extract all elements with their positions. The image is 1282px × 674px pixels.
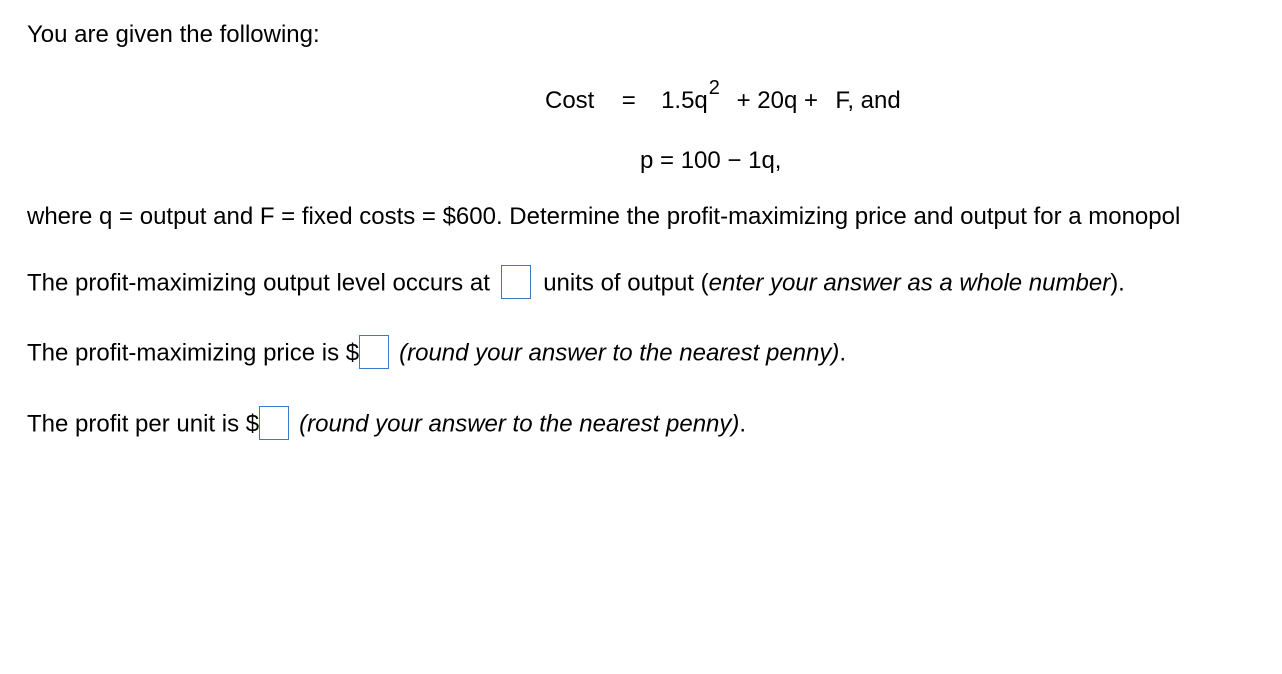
output-question-after: units of output ( bbox=[543, 269, 709, 297]
price-question-before: The profit-maximizing price is $ bbox=[27, 339, 360, 367]
output-question-before: The profit-maximizing output level occurs at bbox=[27, 269, 490, 297]
output-question-end: ). bbox=[1110, 269, 1125, 297]
price-question-end: . bbox=[839, 339, 847, 367]
profit-question-before: The profit per unit is $ bbox=[27, 410, 260, 438]
output-instruction: enter your answer as a whole number bbox=[708, 269, 1111, 297]
profit-question-end: . bbox=[739, 410, 747, 438]
output-question bbox=[27, 267, 1125, 301]
question-intro: You are given the following: bbox=[27, 21, 320, 48]
price-instruction: (round your answer to the nearest penny) bbox=[399, 339, 840, 367]
price-question bbox=[27, 337, 846, 371]
price-answer-input[interactable] bbox=[359, 335, 389, 369]
cost-equals: = bbox=[621, 87, 636, 114]
cost-equation bbox=[545, 77, 901, 117]
profit-question bbox=[27, 408, 746, 442]
cost-term-fixed: F, and bbox=[835, 87, 901, 114]
price-equation: p = 100 − 1q, bbox=[640, 147, 782, 174]
output-answer-input[interactable] bbox=[501, 265, 531, 299]
profit-answer-input[interactable] bbox=[259, 406, 289, 440]
profit-instruction: (round your answer to the nearest penny) bbox=[299, 410, 740, 438]
cost-exponent: 2 bbox=[708, 77, 720, 99]
cost-term-linear: + 20q + bbox=[736, 87, 818, 114]
cost-term-quadratic: 1.5q bbox=[661, 87, 708, 114]
where-text: where q = output and F = fixed costs = $600. Determine the profit-maximizing price and output for a monopol bbox=[27, 203, 1181, 230]
cost-label: Cost bbox=[545, 87, 595, 114]
